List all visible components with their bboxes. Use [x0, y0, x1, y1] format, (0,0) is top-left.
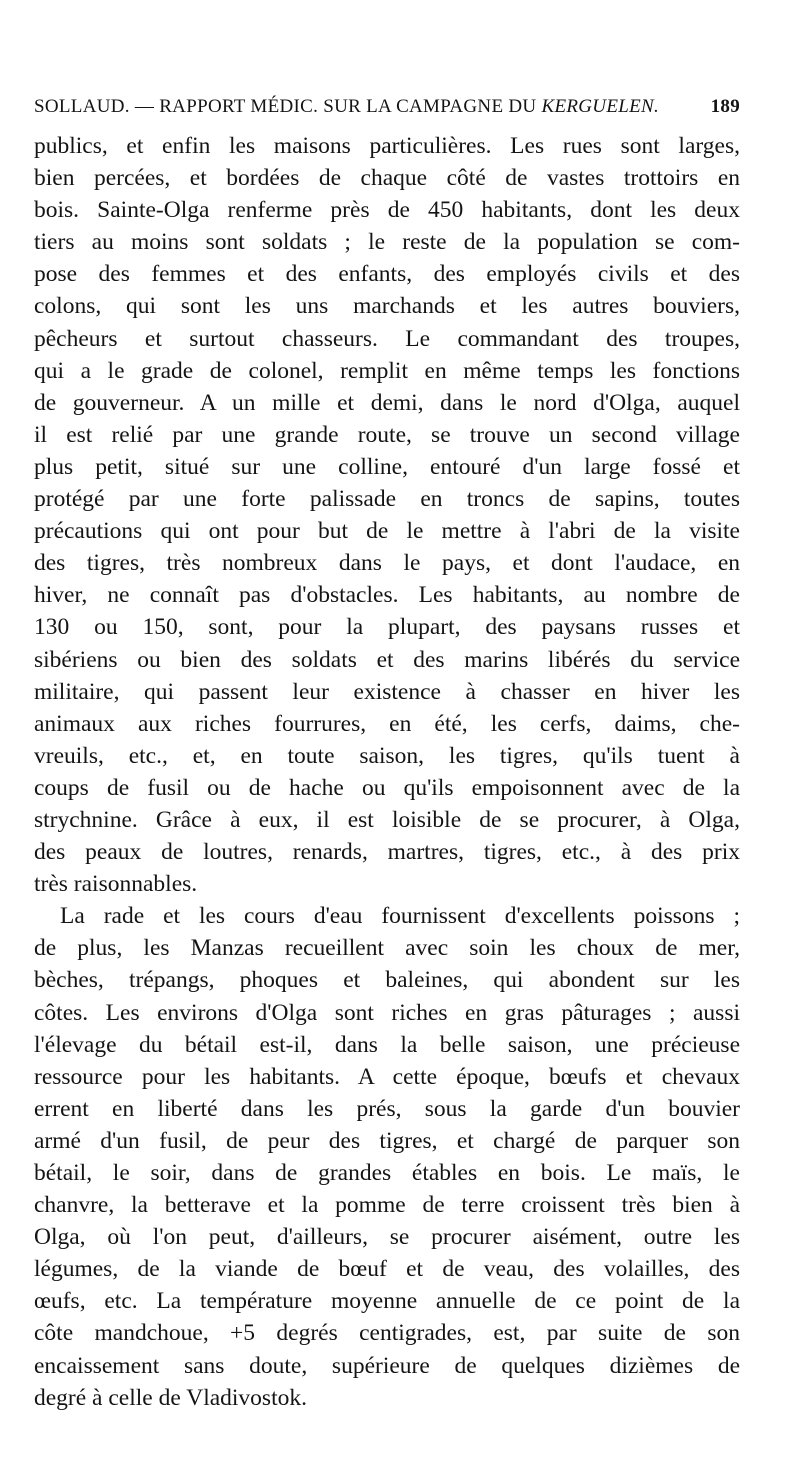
- text-line: errent en liberté dans les prés, sous la garde d'un bouvier: [34, 1095, 740, 1122]
- text-line: très raisonnables.: [34, 871, 198, 898]
- text-line: qui a le grade de colonel, remplit en même temps les fonctions: [34, 357, 740, 384]
- text-line: légumes, de la viande de bœuf et de veau, des volailles, des: [34, 1256, 740, 1283]
- text-line: chanvre, la betterave et la pomme de terre croissent très bien à: [34, 1192, 740, 1219]
- text-line: sibériens ou bien des soldats et des marins libérés du service: [34, 646, 740, 673]
- text-line: armé d'un fusil, de peur des tigres, et chargé de parquer son: [34, 1127, 740, 1154]
- text-line: tiers au moins sont soldats ; le reste de la population se com-: [34, 229, 740, 256]
- text-line: hiver, ne connaît pas d'obstacles. Les habitants, au nombre de: [34, 582, 740, 609]
- running-title-text: SOLLAUD. — RAPPORT MÉDIC. SUR LA CAMPAGNE DU: [34, 96, 542, 117]
- text-line: bien percées, et bordées de chaque côté de vastes trottoirs en: [34, 165, 740, 192]
- text-line: vreuils, etc., et, en toute saison, les tigres, qu'ils tuent à: [34, 742, 740, 769]
- text-line: l'élevage du bétail est-il, dans la belle saison, une précieuse: [34, 1031, 740, 1058]
- text-line: ressource pour les habitants. A cette époque, bœufs et chevaux: [34, 1063, 740, 1090]
- text-line: encaissement sans doute, supérieure de quelques dizièmes de: [34, 1352, 740, 1379]
- text-line: bois. Sainte-Olga renferme près de 450 habitants, dont les deux: [34, 197, 740, 224]
- text-line: il est relié par une grande route, se trouve un second village: [34, 421, 740, 448]
- text-line: pose des femmes et des enfants, des employés civils et des: [34, 261, 740, 288]
- text-line: La rade et les cours d'eau fournissent d'excellents poissons ;: [60, 903, 740, 930]
- running-title: [34, 96, 659, 118]
- text-line: publics, et enfin les maisons particulières. Les rues sont larges,: [34, 133, 740, 159]
- text-line: protégé par une forte palissade en troncs de sapins, toutes: [34, 486, 740, 513]
- text-line: pêcheurs et surtout chasseurs. Le commandant des troupes,: [34, 325, 740, 352]
- page-number: 189: [710, 96, 740, 117]
- text-line: de plus, les Manzas recueillent avec soin les choux de mer,: [34, 935, 740, 962]
- running-head: [34, 96, 740, 126]
- text-line: des tigres, très nombreux dans le pays, et dont l'audace, en: [34, 550, 740, 577]
- text-line: bèches, trépangs, phoques et baleines, qui abondent sur les: [34, 967, 740, 994]
- text-line: bétail, le soir, dans de grandes étables en bois. Le maïs, le: [34, 1160, 740, 1186]
- text-line: strychnine. Grâce à eux, il est loisible de se procurer, à Olga,: [34, 806, 740, 833]
- text-line: plus petit, situé sur une colline, entouré d'un large fossé et: [34, 453, 740, 480]
- text-line: précautions qui ont pour but de le mettre à l'abri de la visite: [34, 518, 740, 545]
- text-line: côte mandchoue, +5 degrés centigrades, est, par suite de son: [34, 1320, 740, 1347]
- body-text: [34, 130, 740, 1414]
- text-line: coups de fusil ou de hache ou qu'ils empoisonnent avec de la: [34, 774, 740, 801]
- text-line: de gouverneur. A un mille et demi, dans le nord d'Olga, auquel: [34, 389, 740, 416]
- text-line: œufs, etc. La température moyenne annuelle de ce point de la: [34, 1288, 740, 1315]
- text-line: Olga, où l'on peut, d'ailleurs, se procurer aisément, outre les: [34, 1224, 740, 1251]
- text-line: colons, qui sont les uns marchands et les autres bouviers,: [34, 293, 740, 320]
- paragraph: [34, 130, 740, 900]
- text-line: des peaux de loutres, renards, martres, tigres, etc., à des prix: [34, 839, 740, 866]
- paragraph: [34, 900, 740, 1414]
- text-line: degré à celle de Vladivostok.: [34, 1384, 307, 1411]
- text-line: animaux aux riches fourrures, en été, les cerfs, daims, che-: [34, 710, 740, 737]
- text-line: côtes. Les environs d'Olga sont riches en gras pâturages ; aussi: [34, 999, 740, 1026]
- text-line: 130 ou 150, sont, pour la plupart, des paysans russes et: [34, 614, 740, 641]
- ship-name: KERGUELEN.: [541, 96, 660, 117]
- text-line: militaire, qui passent leur existence à chasser en hiver les: [34, 678, 740, 705]
